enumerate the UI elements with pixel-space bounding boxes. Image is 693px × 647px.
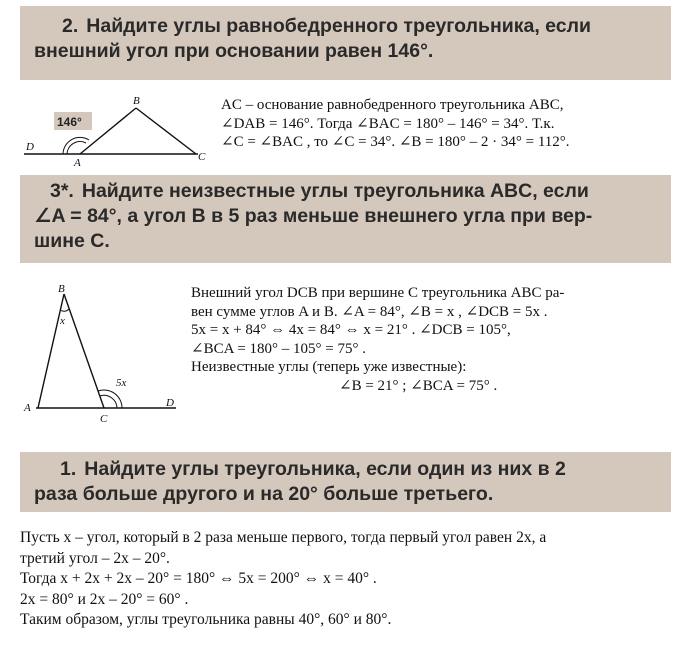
- solution-line: третий угол – 2x – 20°.: [20, 549, 170, 567]
- angle-label-x: x: [60, 315, 65, 327]
- figure-triangle-exterior-angle: [20, 280, 190, 430]
- exterior-angle-arc-inner: [100, 395, 117, 408]
- side-bc: [136, 108, 196, 154]
- problem-2-banner: [20, 6, 671, 80]
- problem-text-line: раза больше другого и на 20° больше третьего.: [34, 483, 494, 505]
- exterior-angle-arc: [98, 390, 122, 408]
- vertex-label-b: B: [133, 95, 140, 107]
- solution-line: Таким образом, углы треугольника равны 40°, 60° и 80°.: [20, 611, 392, 628]
- solution-line: 2x = 80° и 2x – 20° = 60° .: [20, 590, 189, 608]
- solution-1: [221, 96, 570, 152]
- problem-text-line: ∠A = 84°, а угол B в 5 раз меньше внешнего угла при вер-: [34, 205, 593, 227]
- solution-line: AC – основание равнобедренного треугольника ABC,: [221, 97, 564, 113]
- vertex-label-a: A: [74, 157, 81, 169]
- solution-line: ∠BCA = 180° – 105° = 75° .: [191, 340, 366, 357]
- problem-1-banner: [20, 452, 671, 512]
- problem-number: 1.: [60, 458, 77, 480]
- solution-2: [191, 284, 564, 395]
- point-label-d: D: [26, 141, 34, 153]
- vertex-label-c: C: [198, 151, 206, 163]
- figure-isosceles-triangle: [20, 90, 220, 170]
- vertex-label-a: A: [24, 402, 31, 414]
- solution-line: ∠DAB = 146°. Тогда ∠BAC = 180° – 146° = 34°. Т.к.: [221, 115, 555, 132]
- problem-number: 3*.: [50, 180, 74, 202]
- solution-line: вен сумме углов A и B. ∠A = 84°, ∠B = x , ∠DCB = 5x .: [191, 303, 548, 320]
- problem-3-banner: [20, 175, 671, 263]
- point-label-d: D: [166, 397, 174, 409]
- solution-line: Тогда x + 2x + 2x – 20° = 180° ⇔ 5x = 200° ⇔ x = 40° .: [20, 570, 377, 587]
- solution-answer: ∠B = 21° ; ∠BCA = 75° .: [339, 377, 498, 394]
- solution-line: Внешний угол DCB при вершине C треугольника ABC ра-: [191, 285, 565, 301]
- vertex-label-c: C: [100, 413, 108, 425]
- angle-badge-label: 146°: [57, 115, 82, 129]
- solution-line: ∠C = ∠BAC , то ∠C = 34°. ∠B = 180° – 2 · 34° = 112°.: [221, 134, 570, 150]
- problem-text-line: внешний угол при основании равен 146°.: [34, 40, 434, 62]
- angle-b-arc: [60, 309, 69, 311]
- problem-number: 2.: [62, 15, 79, 37]
- problem-text-line: шине C.: [34, 230, 110, 252]
- problem-text-line: Найдите углы треугольника, если один из них в 2: [84, 458, 566, 480]
- problem-text-line: Найдите углы равнобедренного треугольника, если: [86, 15, 591, 37]
- solution-line: Пусть x – угол, который в 2 раза меньше первого, тогда первый угол равен 2x, а: [20, 529, 547, 546]
- solution-3: [20, 528, 546, 631]
- angle-label-5x: 5x: [116, 377, 127, 389]
- solution-line: Неизвестные углы (теперь уже известные):: [191, 359, 467, 375]
- problem-text-line: Найдите неизвестные углы треугольника ABC, если: [81, 180, 589, 202]
- solution-line: 5x = x + 84° ⇔ 4x = 84° ⇔ x = 21° . ∠DCB = 105°,: [191, 322, 511, 338]
- vertex-label-b: B: [58, 283, 65, 295]
- side-ab: [38, 294, 64, 408]
